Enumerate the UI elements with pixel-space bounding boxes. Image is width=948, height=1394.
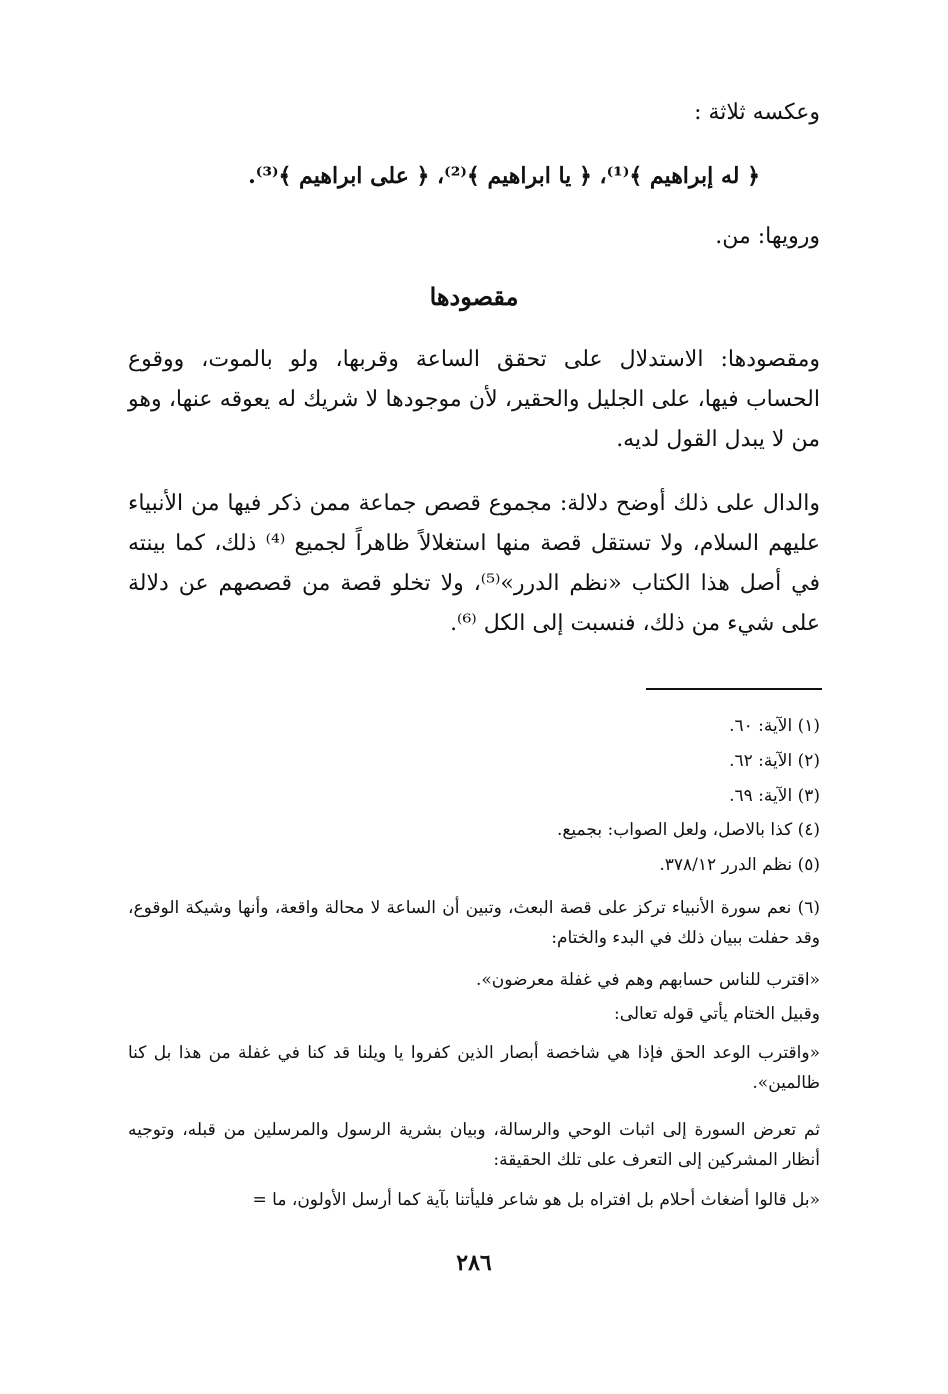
footnote-3: (٣) الآية: ٦٩.	[729, 786, 820, 806]
footnote-6-quote-2-intro: وقبيل الختام يأتي قوله تعالى:	[613, 1004, 820, 1024]
rawi-line: ورويها: من.	[715, 224, 820, 249]
footnote-6-quote-2: «واقترب الوعد الحق فإذا هي شاخصة أبصار الذين كفروا يا ويلنا قد كنا في غفلة من هذا بل كنا ظالمين».	[128, 1043, 820, 1093]
paragraph-maqsud: ومقصودها: الاستدلال على تحقق الساعة وقربها، ولو بالموت، ووقوع الحساب فيها، على الجليل والحقير، لأن موجودها لا شريك له يعوقه عنها، وهو من لا يبدل القول لديه.	[128, 347, 820, 452]
page-number: ٢٨٦	[456, 1250, 492, 1276]
section-heading: مقصودها	[429, 282, 519, 311]
footnote-1: (١) الآية: ٦٠.	[729, 716, 820, 736]
footnote-6-quote-3: «بل قالوا أضغاث أحلام بل افتراه بل هو شاعر فليأتنا بآية كما أرسل الأولون، ما =	[252, 1190, 820, 1210]
verses-line: ﴿ له إبراهيم ﴾⁽¹⁾، ﴿ يا ابراهيم ﴾⁽²⁾، ﴿ على ابراهيم ﴾⁽³⁾.	[248, 163, 760, 189]
footnote-6: (٦) نعم سورة الأنبياء تركز على قصة البعث، وتبين أن الساعة لا محالة واقعة، وأنها وشيكة الوقوع، وقد حفلت ببيان ذلك في البدء والختام:	[128, 898, 820, 948]
paragraph-dalil: والدال على ذلك أوضح دلالة: مجموع قصص جماعة ممن ذكر فيها من الأنبياء عليهم السلام، ولا تستقل قصة منها استغلالاً ظاهراً لجميع ⁽⁴⁾ ذلك، كما بينته في أصل هذا الكتاب «نظم الدرر»⁽⁵⁾، ولا تخلو قصة من قصصهم عن دلالة على شيء من ذلك، فنسبت إلى الكل ⁽⁶⁾.	[128, 491, 820, 636]
footnote-separator	[646, 688, 822, 690]
footnote-5: (٥) نظم الدرر ٣٧٨/١٢.	[659, 855, 820, 875]
footnote-4: (٤) كذا بالاصل، ولعل الصواب: بجميع.	[556, 820, 820, 840]
intro-line: وعكسه ثلاثة :	[694, 100, 820, 125]
footnote-2: (٢) الآية: ٦٢.	[729, 751, 820, 771]
footnote-6-paragraph-3: ثم تعرض السورة إلى اثبات الوحي والرسالة، وبيان بشرية الرسول والمرسلين من قبله، وتوجيه أنظار المشركين إلى التعرف على تلك الحقيقة:	[128, 1120, 820, 1170]
footnote-6-quote-1: «اقترب للناس حسابهم وهم في غفلة معرضون».	[475, 970, 820, 990]
